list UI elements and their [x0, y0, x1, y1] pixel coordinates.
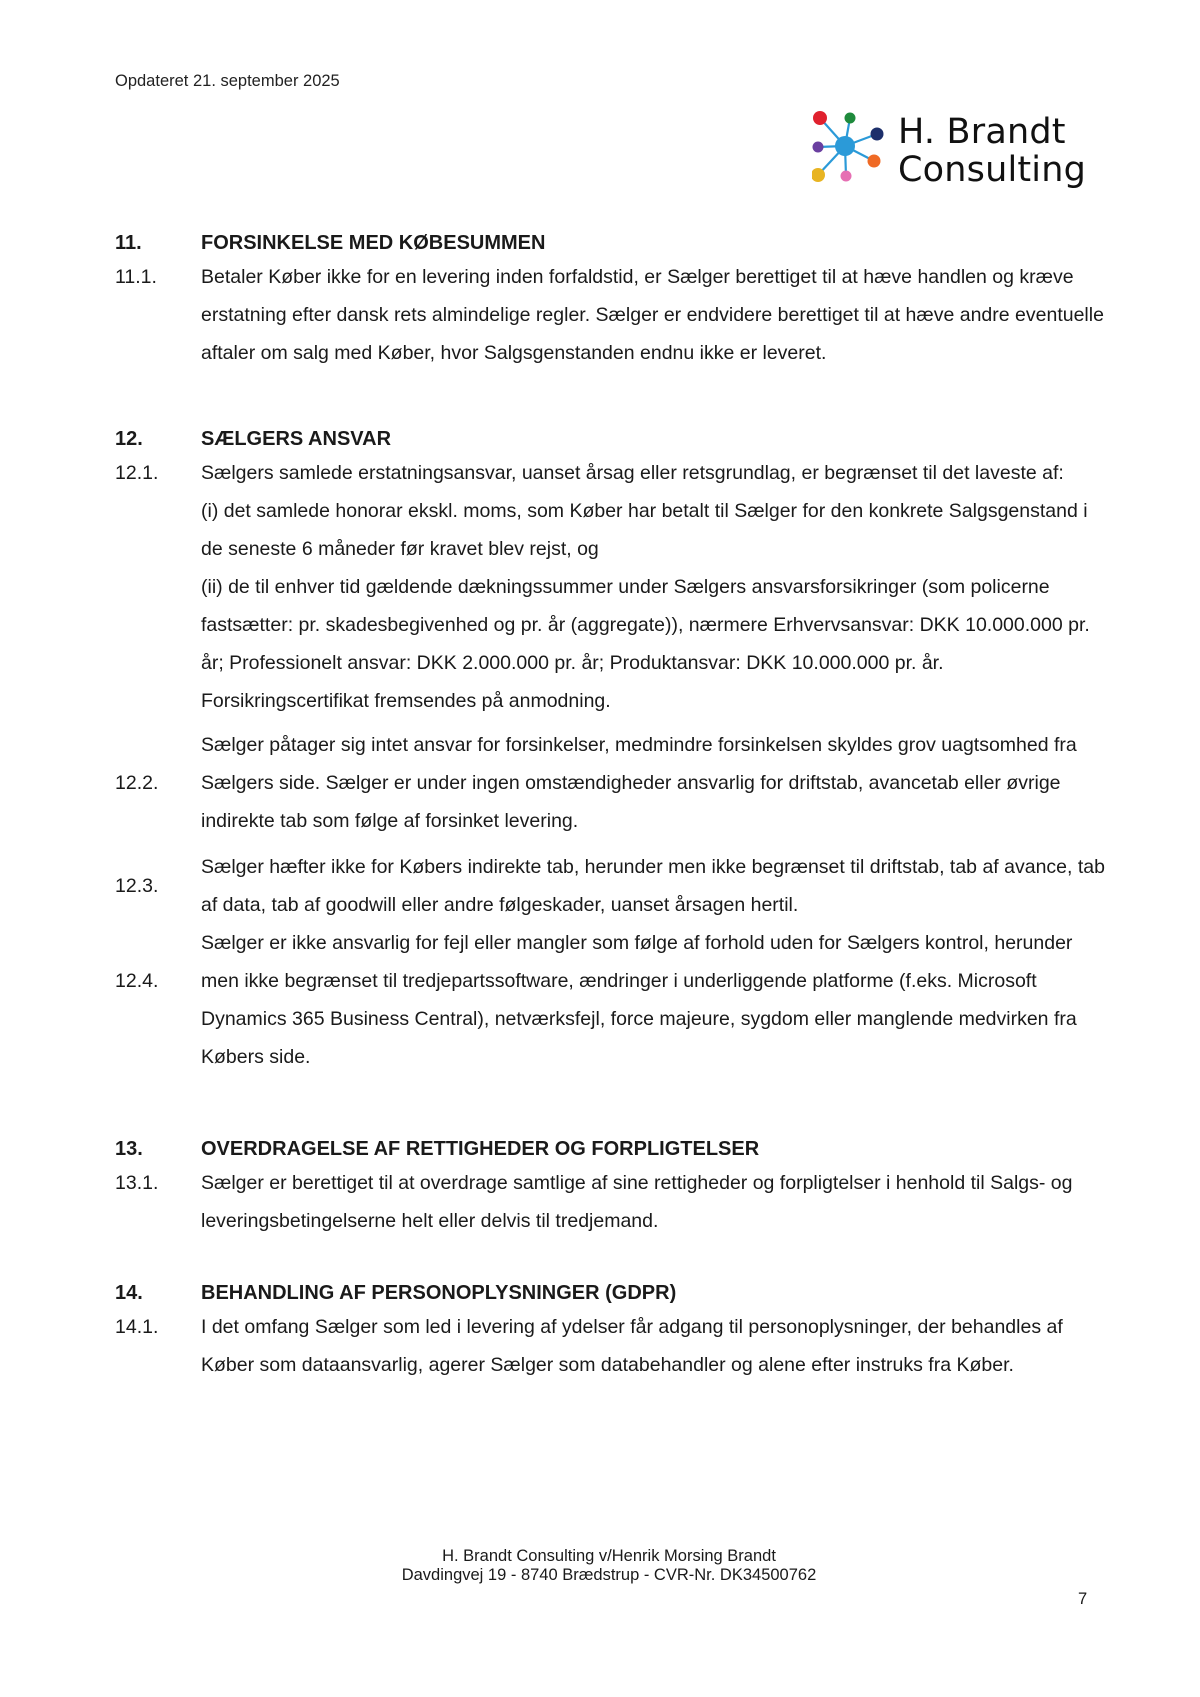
- section: [115, 426, 1105, 1076]
- section-heading: [115, 230, 1105, 256]
- clause: [115, 1164, 1105, 1240]
- network-nodes-icon: [812, 108, 896, 188]
- section: [115, 230, 1105, 372]
- clause-paragraph: Sælger hæfter ikke for Købers indirekte tab, herunder men ikke begrænset til driftstab, tab af avance, tab af data, tab af goodwill eller andre følgeskader, uanset årsagen hertil.: [201, 856, 1105, 916]
- clause: [115, 1308, 1105, 1384]
- clause-number: 11.1.: [115, 266, 157, 288]
- clause-paragraph: Sælgers samlede erstatningsansvar, uanset årsag eller retsgrundlag, er begrænset til det laveste af:: [201, 462, 1064, 484]
- section-title: OVERDRAGELSE AF RETTIGHEDER OG FORPLIGTELSER: [201, 1138, 760, 1160]
- logo-line-1: H. Brandt: [898, 112, 1066, 152]
- clause-number: 12.1.: [115, 462, 159, 484]
- section-title: SÆLGERS ANSVAR: [201, 428, 392, 450]
- clause: [115, 924, 1105, 1076]
- logo-node-green: [845, 113, 856, 124]
- clause-paragraph: Sælger er berettiget til at overdrage samtlige af sine rettigheder og forpligtelser i henhold til Salgs- og leveringsbetingelserne helt eller delvis til tredjemand.: [201, 1172, 1073, 1232]
- logo-node-orange: [868, 155, 881, 168]
- logo-node-center: [835, 136, 855, 156]
- clause-paragraph: (i) det samlede honorar ekskl. moms, som Køber har betalt til Sælger for den konkrete Salgsgenstand i de seneste 6 måneder før kravet blev rejst, og: [201, 500, 1088, 560]
- clause-paragraph: Sælger påtager sig intet ansvar for forsinkelser, medmindre forsinkelsen skyldes grov uagtsomhed fra Sælgers side. Sælger er under ingen omstændigheder ansvarlig for driftstab, avancetab eller øvrige indirekte tab som følge af forsinket levering.: [201, 734, 1077, 832]
- clause-paragraph: I det omfang Sælger som led i levering af ydelser får adgang til personoplysninger, der behandles af Køber som dataansvarlig, agerer Sælger som databehandler og alene efter instruks fra Køber.: [201, 1316, 1063, 1376]
- clause-number: 12.3.: [115, 875, 159, 897]
- logo-line-2: Consulting: [898, 150, 1087, 190]
- section-number: 13.: [115, 1138, 143, 1160]
- section-title: BEHANDLING AF PERSONOPLYSNINGER (GDPR): [201, 1282, 677, 1304]
- document-body: [115, 230, 1105, 1384]
- section-number: 11.: [115, 232, 142, 254]
- logo-node-pink: [841, 171, 852, 182]
- page-number: 7: [1078, 1590, 1088, 1608]
- section-title: FORSINKELSE MED KØBESUMMEN: [201, 232, 546, 254]
- company-logo: [812, 108, 1092, 193]
- clause: [115, 258, 1105, 372]
- footer-address: Davdingvej 19 - 8740 Brædstrup - CVR-Nr. DK34500762: [401, 1566, 817, 1584]
- logo-node-purple: [813, 142, 824, 153]
- clause: [115, 726, 1105, 840]
- clause-number: 12.4.: [115, 970, 159, 992]
- section: [115, 1136, 1105, 1240]
- logo-node-navy: [871, 128, 884, 141]
- updated-date: Opdateret 21. september 2025: [115, 72, 340, 90]
- clause: [115, 848, 1105, 924]
- section-number: 12.: [115, 428, 143, 450]
- page-footer: [0, 1547, 1200, 1585]
- section-heading: [115, 1136, 1105, 1162]
- clause-number: 13.1.: [115, 1172, 159, 1194]
- section-heading: [115, 1280, 1105, 1306]
- clause-paragraph: (ii) de til enhver tid gældende dækningssummer under Sælgers ansvarsforsikringer (som policerne fastsætter: pr. skadesbegivenhed og pr. år (aggregate)), nærmere Erhvervsansvar: DKK 10.000.000 pr. år; Professionelt ansvar: DKK 2.000.000 pr. år; Produktansvar: DKK 10.000.000 pr. år. Forsikringscertifikat fremsendes på anmodning.: [201, 576, 1090, 712]
- clause-paragraph: Sælger er ikke ansvarlig for fejl eller mangler som følge af forhold uden for Sælgers kontrol, herunder men ikke begrænset til tredjepartssoftware, ændringer i underliggende platforme (f.eks. Microsoft Dynamics 365 Business Central), netværksfejl, force majeure, sygdom eller manglende medvirken fra Købers side.: [201, 932, 1077, 1068]
- clause-paragraph: Betaler Køber ikke for en levering inden forfaldstid, er Sælger berettiget til at hæve handlen og kræve erstatning efter dansk rets almindelige regler. Sælger er endvidere berettiget til at hæve andre eventuelle aftaler om salg med Køber, hvor Salgsgenstanden endnu ikke er leveret.: [201, 266, 1104, 364]
- logo-node-red: [813, 111, 827, 125]
- section: [115, 1280, 1105, 1384]
- footer-company: H. Brandt Consulting v/Henrik Morsing Brandt: [442, 1547, 776, 1565]
- clause: [115, 454, 1105, 720]
- section-number: 14.: [115, 1282, 143, 1304]
- section-heading: [115, 426, 1105, 452]
- clause-number: 14.1.: [115, 1316, 159, 1338]
- clause-number: 12.2.: [115, 772, 159, 794]
